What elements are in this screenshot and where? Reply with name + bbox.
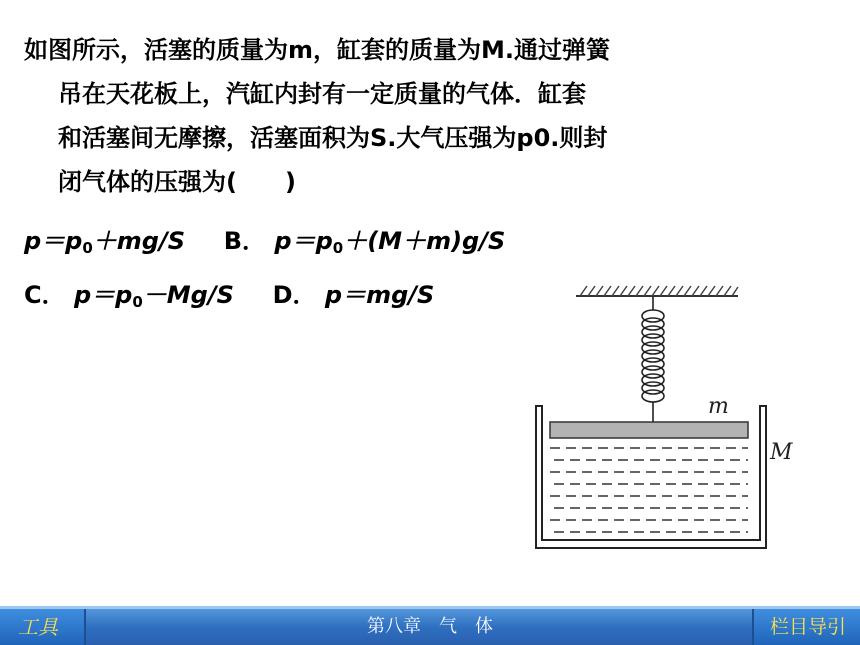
tools-button[interactable]: 工具 <box>0 609 86 645</box>
cylinder-label: M <box>770 440 793 465</box>
option-d-label: D． <box>272 281 317 309</box>
options-row-cd <box>24 280 434 317</box>
piston <box>550 422 748 438</box>
spring <box>642 296 664 422</box>
option-b-sub: 0 <box>332 239 344 257</box>
option-c-sub: 0 <box>132 293 143 311</box>
option-c-pre: p＝p <box>73 281 133 309</box>
question-text <box>24 28 724 204</box>
ceiling <box>576 286 738 296</box>
question-line-4: 闭气体的压强为( ) <box>58 168 296 196</box>
piston-label: m <box>708 394 729 419</box>
option-a-pre: p＝p <box>24 227 83 255</box>
gas-region <box>550 448 748 532</box>
option-b-pre: p＝p <box>274 227 333 255</box>
option-b-label: B． <box>223 227 267 255</box>
option-b <box>274 227 505 255</box>
option-a-post: ＋mg/S <box>92 227 186 255</box>
section-nav-button[interactable]: 栏目导引 <box>752 609 860 645</box>
option-b-post: ＋(M＋m)g/S <box>343 227 506 255</box>
options-row-ab <box>24 226 505 263</box>
question-line-2: 吊在天花板上，汽缸内封有一定质量的气体．缸套 <box>58 80 586 108</box>
chapter-title: 第八章 气 体 <box>367 616 493 637</box>
spring-cylinder-figure <box>520 276 820 566</box>
option-c-label: C． <box>24 281 66 309</box>
question-line-1: 如图所示，活塞的质量为m，缸套的质量为M.通过弹簧 <box>24 36 611 64</box>
option-c-post: －Mg/S <box>142 281 234 309</box>
question-line-3: 和活塞间无摩擦，活塞面积为S.大气压强为p0.则封 <box>58 124 608 152</box>
option-a <box>24 227 185 255</box>
option-a-sub: 0 <box>82 239 93 257</box>
option-d: p＝mg/S <box>324 281 435 309</box>
option-c <box>74 281 234 309</box>
